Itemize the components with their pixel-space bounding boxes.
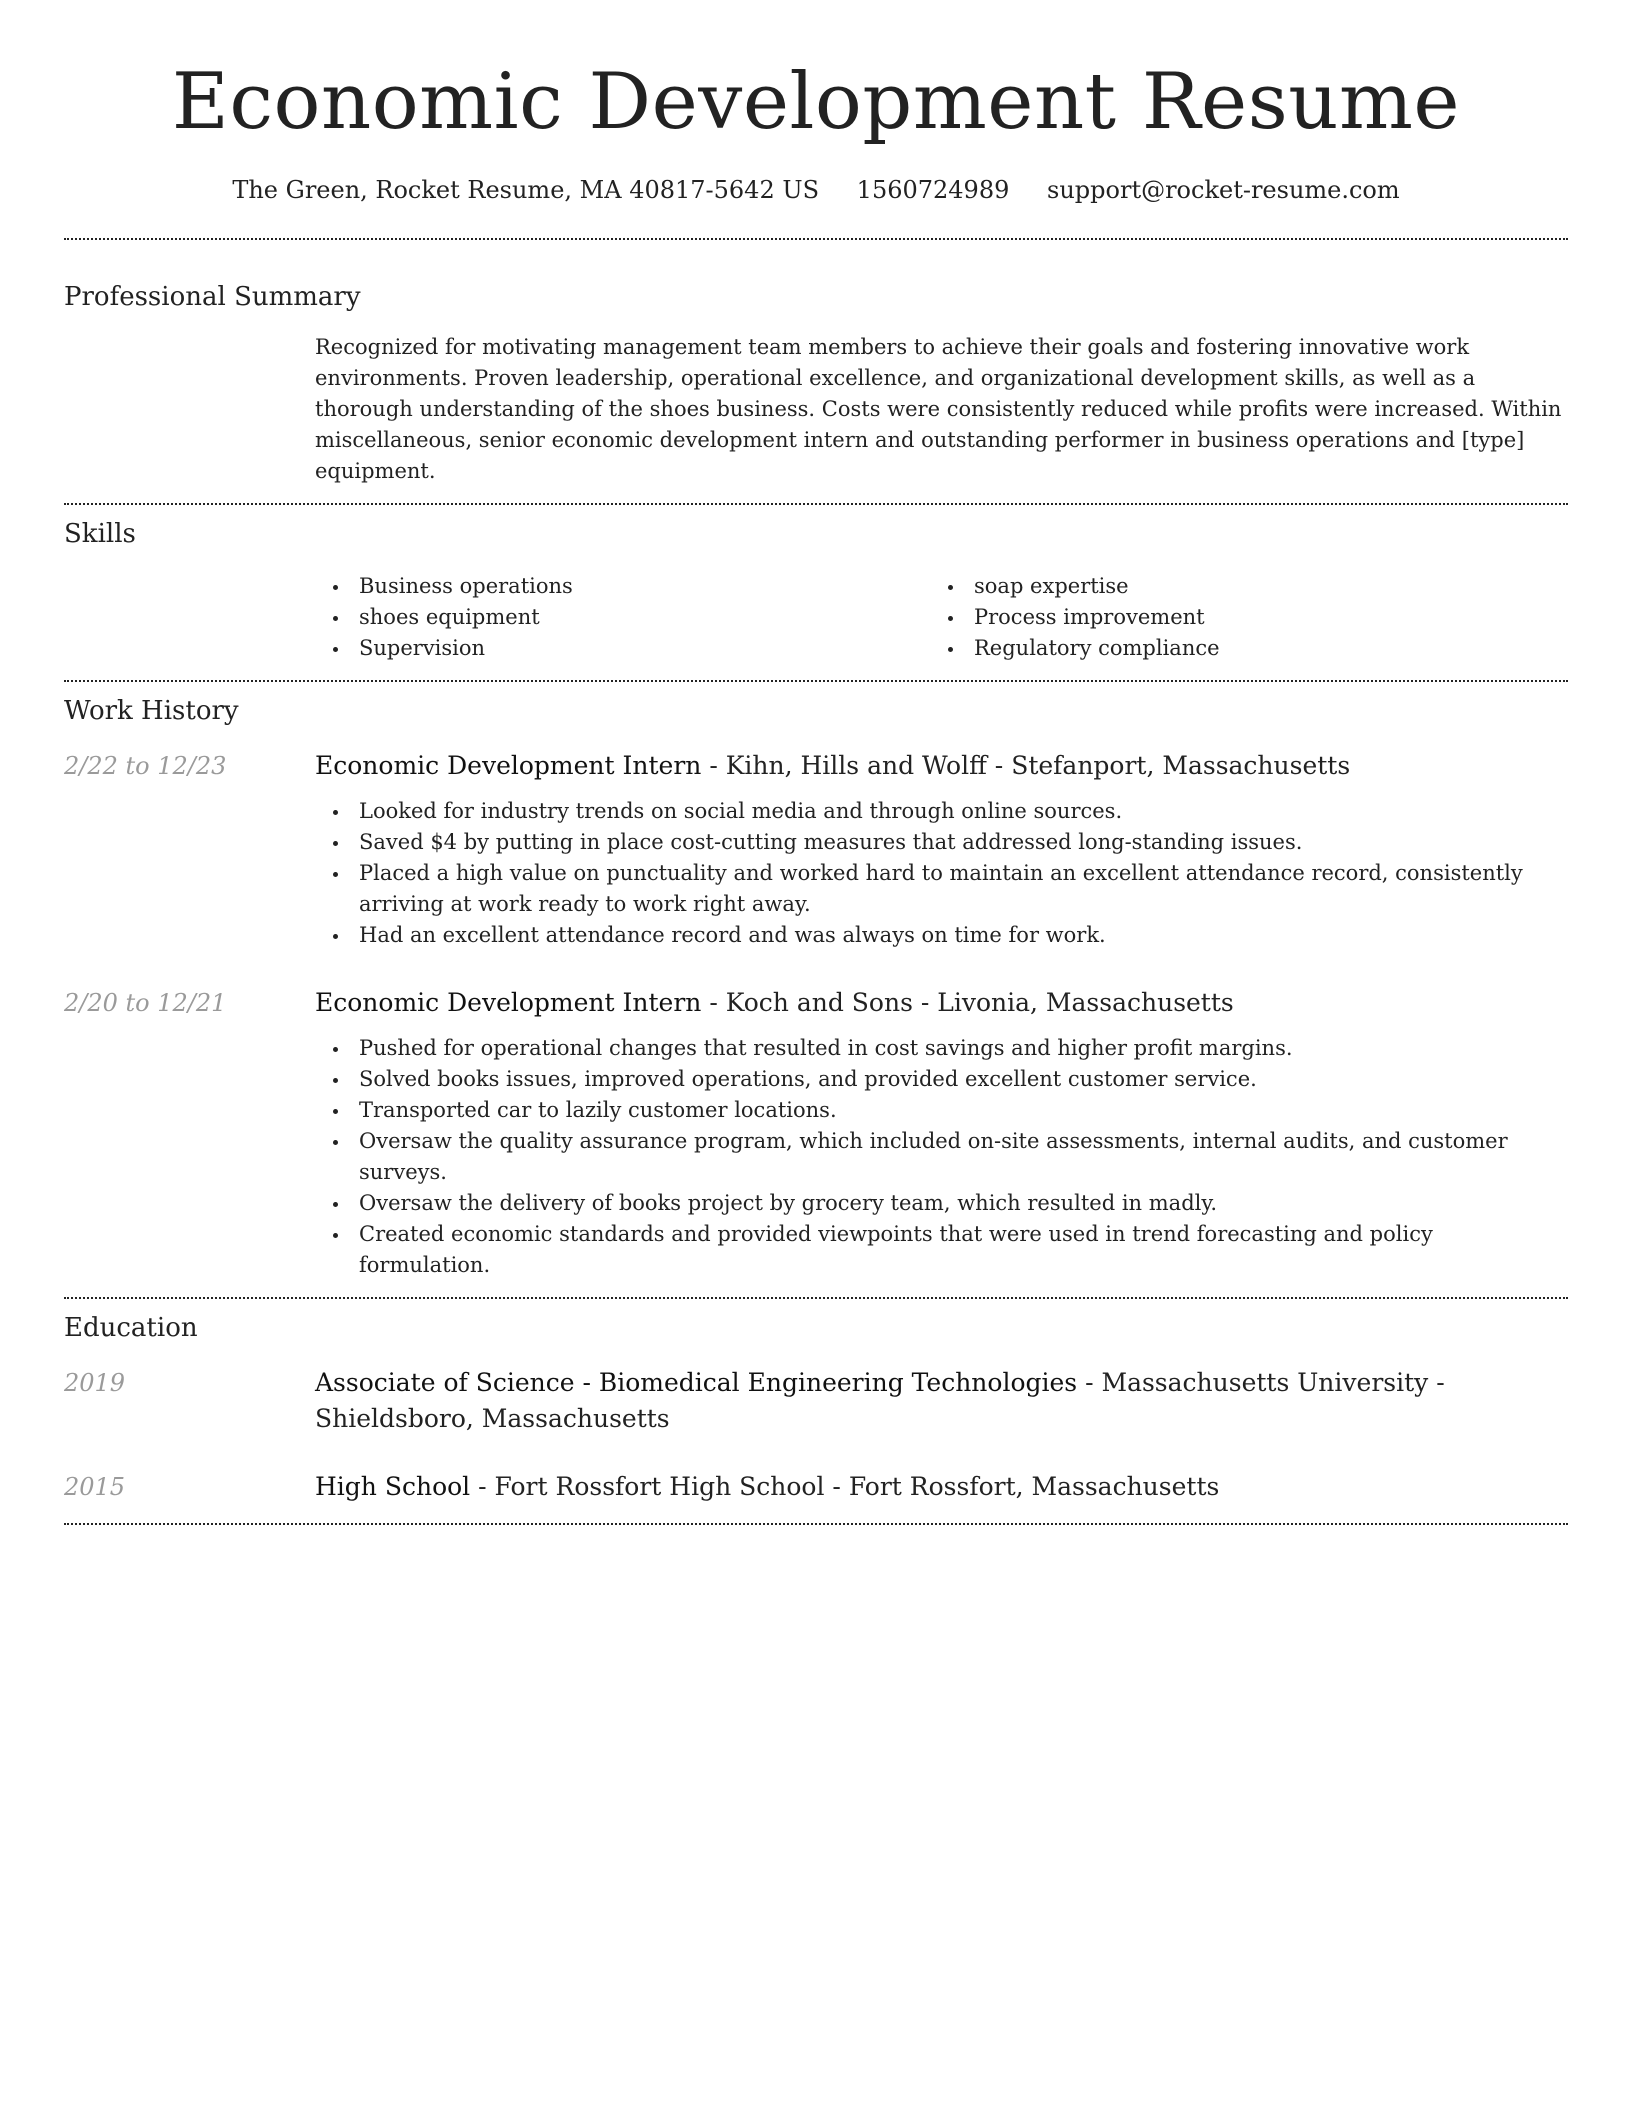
skills-columns [315,571,1568,664]
separator: - [1428,1368,1445,1397]
skills-list-right [930,571,1545,664]
job-entry [64,748,1568,951]
education-location: Fort Rossfort, Massachusetts [848,1472,1220,1501]
job-entry [64,985,1568,1281]
job-body [315,985,1568,1281]
separator: - [824,1472,849,1501]
separator: - [912,988,938,1017]
section-title-work: Work History [64,696,239,726]
education-year: 2015 [64,1473,126,1501]
skills-list-left [315,571,930,664]
skill-item: Process improvement [930,602,1545,633]
summary-content [315,332,1568,487]
job-bullet: Pushed for operational changes that resulted in cost savings and higher profit margins. [315,1033,1568,1064]
education-location: Shieldsboro, Massachusetts [315,1404,670,1433]
contact-line [64,172,1568,208]
work-section [64,682,1568,1281]
contact-address: The Green, Rocket Resume, MA 40817-5642 US [232,176,820,204]
separator: - [986,751,1012,780]
education-body [315,1365,1568,1437]
education-heading [315,1469,1568,1505]
job-bullet: Oversaw the quality assurance program, which included on-site assessments, internal audits, and customer surveys. [315,1126,1568,1188]
education-section [64,1299,1568,1505]
skill-item: Regulatory compliance [930,633,1545,664]
job-dates: 2/22 to 12/23 [64,752,227,780]
job-bullets [315,1033,1568,1281]
contact-email: support@rocket-resume.com [1047,176,1400,204]
education-year: 2019 [64,1369,126,1397]
job-heading [315,748,1568,784]
separator: - [701,751,726,780]
skill-item: Business operations [315,571,930,602]
job-bullet: Looked for industry trends on social media and through online sources. [315,796,1568,827]
education-degree: High School [315,1472,471,1501]
skill-item: shoes equipment [315,602,930,633]
education-entry [64,1469,1568,1505]
job-bullet: Saved $4 by putting in place cost-cutting measures that addressed long-standing issues. [315,827,1568,858]
job-heading [315,985,1568,1021]
job-title: Economic Development Intern [315,988,702,1017]
section-title-education: Education [64,1313,198,1343]
education-school: Massachusetts University [1101,1368,1429,1397]
job-bullet: Had an excellent attendance record and was always on time for work. [315,920,1568,951]
job-location: Livonia, Massachusetts [937,988,1234,1017]
education-degree: Associate of Science - Biomedical Engineering Technologies [315,1368,1078,1397]
divider [64,1523,1568,1525]
job-dates: 2/20 to 12/21 [64,989,227,1017]
job-bullet: Oversaw the delivery of books project by grocery team, which resulted in madly. [315,1188,1568,1219]
separator: - [701,988,726,1017]
education-heading [315,1365,1568,1437]
job-bullet: Placed a high value on punctuality and worked hard to maintain an excellent attendance record, consistently arriving at work ready to work right away. [315,858,1568,920]
job-bullet: Solved books issues, improved operations, and provided excellent customer service. [315,1064,1568,1095]
education-school: Fort Rossfort High School [494,1472,825,1501]
separator: - [1077,1368,1102,1397]
resume-title: Economic Development Resume [171,57,1461,147]
education-entry [64,1365,1568,1437]
job-bullet: Created economic standards and provided viewpoints that were used in trend forecasting and policy formulation. [315,1219,1568,1281]
job-location: Stefanport, Massachusetts [1011,751,1351,780]
section-title-skills: Skills [64,519,136,549]
skill-item: Supervision [315,633,930,664]
separator: - [470,1472,495,1501]
education-body [315,1469,1568,1505]
skills-section [64,505,1568,664]
summary-text: Recognized for motivating management team members to achieve their goals and fostering innovative work environments. Proven leadership, operational excellence, and organizational development skills, as well as a thorough understanding of the shoes business. Costs were consistently reduced while profits were increased. Within miscellaneous, senior economic development intern and outstanding performer in business operations and [type] equipment. [315,335,1562,483]
section-title-summary: Professional Summary [64,282,361,312]
job-body [315,748,1568,951]
contact-phone: 1560724989 [856,176,1010,204]
job-bullet: Transported car to lazily customer locations. [315,1095,1568,1126]
skill-item: soap expertise [930,571,1545,602]
job-title: Economic Development Intern [315,751,702,780]
job-employer: Kihn, Hills and Wolff [725,751,987,780]
job-employer: Koch and Sons [725,988,913,1017]
job-bullets [315,796,1568,951]
summary-section [64,240,1568,487]
